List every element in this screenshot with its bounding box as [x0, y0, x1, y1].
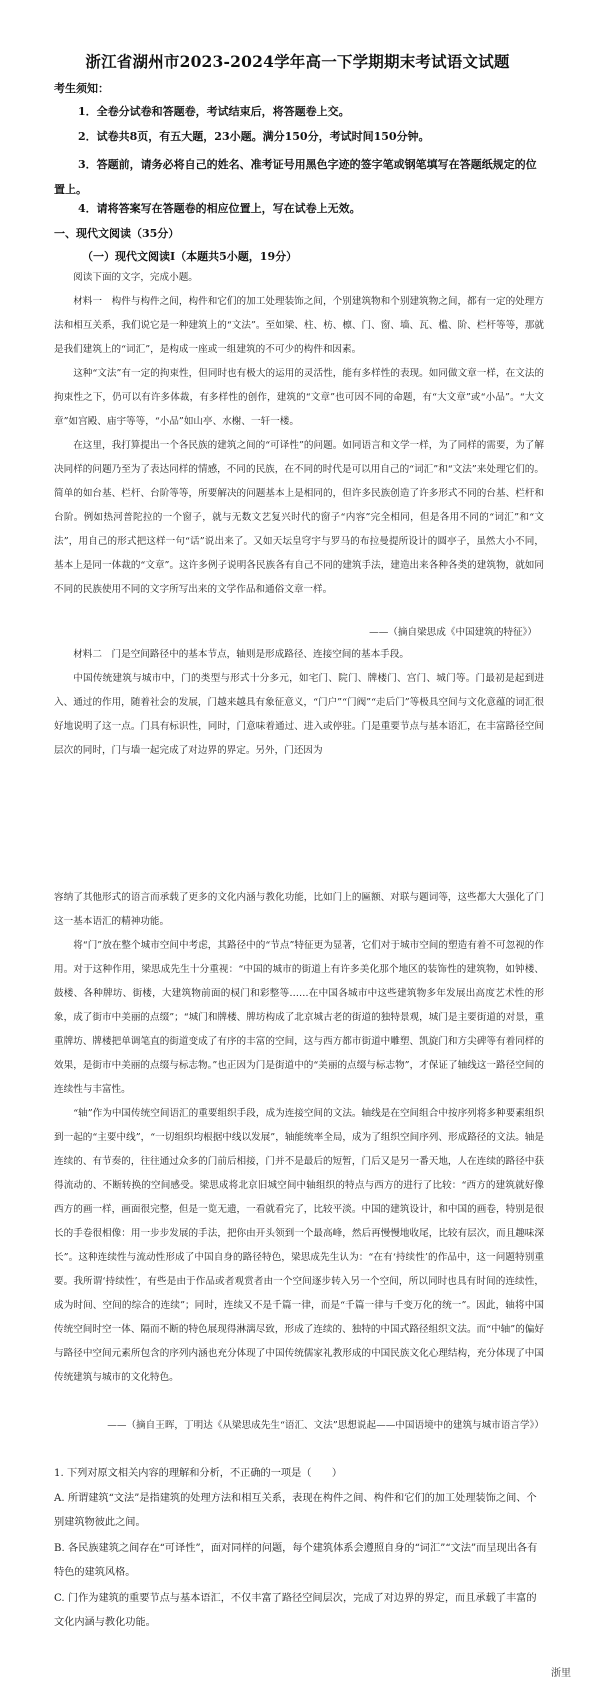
material2-paragraph: 中国传统建筑与城市中，门的类型与形式十分多元，如宅门、院门、牌楼门、宫门、城门等。门最初是起到进入、通过的作用，随着社会的发展，门越来越具有象征意义，“门户”“门阀”“走后门”等极具空间与文化意蕴的词汇很好地说明了这一点。门具有标识性，同时，门意味着通过、进入或停驻。门是重要节点与基本语汇，在丰富路径空间层次的同时，门与墙一起完成了对边界的界定。另外，门还因为 [54, 673, 544, 756]
notice-item: 1．全卷分试卷和答题卷，考试结束后，将答题卷上交。 [78, 105, 350, 118]
material1-paragraph: 材料一 构件与构件之间，构件和它们的加工处理装饰之间，个别建筑物和个别建筑物之间，都有一定的处理方法和相互关系，我们说它是一种建筑上的“文法”。至如梁、柱、枋、檩、门、窗、墙、瓦、槛、阶、栏杆等等，那就是我们建筑上的“词汇”，是构成一座或一组建筑的不可少的构件和因素。 [54, 296, 544, 355]
material2-paragraph: 材料二 门是空间路径中的基本节点，轴则是形成路径、连接空间的基本手段。 [73, 649, 409, 660]
material1-paragraph: 这种“文法”有一定的拘束性，但同时也有极大的运用的灵活性，能有多样性的表现。如同做文章一样，在文法的拘束性之下，仍可以有许多体裁，有多样性的创作，建筑的“文章”也可因不同的命题，有“大文章”或“小品”。“大文章”如宫殿、庙宇等等，“小品”如山亭、水榭、一轩一楼。 [54, 368, 544, 427]
notice-item: 4．请将答案写在答题卷的相应位置上，写在试卷上无效。 [78, 202, 361, 215]
material2-paragraph: 容纳了其他形式的语言而承载了更多的文化内涵与教化功能，比如门上的匾额、对联与题词等，这些都大大强化了门这一基本语汇的精神功能。 [54, 892, 544, 927]
notice-heading: 考生须知： [54, 82, 109, 95]
section-heading: 一、现代文阅读（35分） [54, 227, 180, 240]
question-option-b: B. 各民族建筑之间存在“可译性”，面对同样的问题，每个建筑体系会遵照自身的“词汇”“文法”而呈现出各有特色的建筑风格。 [54, 1543, 538, 1578]
source-citation: ——（摘自王晖，丁明达《从梁思成先生“语汇、文法”思想说起——中国语境中的建筑与城市语言学》） [107, 1420, 544, 1431]
page-footer: 浙里 [551, 1668, 571, 1679]
question-option-a: A. 所谓建筑“文法”是指建筑的处理方法和相互关系，表现在构件之间、构件和它们的加工处理装饰之间、个别建筑物彼此之间。 [54, 1493, 537, 1528]
material2-paragraph: 将“门”放在整个城市空间中考虑，其路径中的“节点”特征更为显著，它们对于城市空间的塑造有着不可忽视的作用。对于这种作用，梁思成先生十分重视：“中国的城市的街道上有许多美化那个地区的装饰性的建筑物，如钟楼、鼓楼、各种牌坊、街楼，大建筑物前面的棂门和彩整等……在中国各城市中这些建筑物多年发展出高度艺术性的形象，成了街市中美丽的点缀”；“城门和牌楼、牌坊构成了北京城古老的街道的独特景观，城门是主要街道的对景，重重牌坊、牌楼把单调笔直的街道变成了有序的丰富的空间，这与西方都市街道中雕塑、凯旋门和方尖碑等有着同样的效果，是街市中美丽的点缀与标志物。”也正因为门是街道中的“美丽的点缀与标志物”，才保证了轴线这一路径空间的连续性与丰富性。 [54, 940, 544, 1095]
material1-paragraph: 在这里，我打算提出一个各民族的建筑之间的“可译性”的问题。如同语言和文学一样，为了同样的需要，为了解决同样的问题乃至为了表达同样的情感，不同的民族，在不同的时代是可以用自己的“词汇”和“文法”来处理它们的。简单的如台基、栏杆、台阶等等，所要解决的问题基本上是相同的，但许多民族创造了许多形式不同的台基、栏杆和台阶。例如热河普陀拉的一个窗子，就与无数文艺复兴时代的窗子“内容”完全相同，但是各用不同的“词汇”和“文法”，用自己的形式把这样一句“话”说出来了。又如天坛皇穹宇与罗马的布拉曼提所设计的圆亭子，虽然大小不同，基本上是同一体裁的“文章”。这许多例子说明各民族各有自己不同的建筑手法，建造出来各种各类的建筑物，就如同不同的民族使用不同的文字所写出来的文学作品和通俗文章一样。 [54, 440, 544, 595]
page-title: 浙江省湖州市2023-2024学年高一下学期期末考试语文试题 [85, 52, 510, 71]
material2-paragraph: “轴”作为中国传统空间语汇的重要组织手段，成为连接空间的文法。轴线是在空间组合中按序列将多种要素组织到一起的“主要中线”，“一切组织均根据中线以发展”，轴能统率全局，成为了组织空间序列、形成路径的文法。轴是连续的、有节奏的，往往通过众多的门前后相接，门并不是最后的短暂，门后又是另一番天地，人在连续的路径中获得流动的、不断转换的空间感受。梁思成将北京旧城空间中轴组织的特点与西方的进行了比较：“西方的建筑就好像西方的画一样，画面很完整，但是一览无遗，一看就看完了，比较平淡。中国的建筑设计，和中国的画卷，特别是很长的手卷很相像：用一步步发展的手法，把你由开头领到一个最高峰，然后再慢慢地收尾，比较有层次，而且趣味深长”。这种连续性与流动性形成了中国自身的路径特色，梁思成先生认为：“在有‘持续性’的作品中，这一问题特别重要。我所谓‘持续性’，有些是由于作品或者观赏者由一个空间逐步转入另一个空间，所以同时也具有时间的连续性，成为时间、空间的综合的连续”；同时，连续又不是千篇一律，而是“千篇一律与千变万化的统一”。因此，轴将中国传统空间时空一体、隔而不断的特色展现得淋漓尽致，形成了连续的、独特的中国式路径组织文法。而“中轴”的偏好与路径中空间元素所包含的序列内涵也充分体现了中国传统儒家礼教形成的中国民族文化心理结构，充分体现了中国传统建筑与城市的文化特色。 [54, 1108, 544, 1383]
notice-item: 2．试卷共8页，有五大题，23小题。满分150分，考试时间150分钟。 [78, 130, 430, 143]
question-stem: 1. 下列对原文相关内容的理解和分析，不正确的一项是（ ） [54, 1468, 343, 1479]
subsection-heading: （一）现代文阅读Ⅰ（本题共5小题，19分） [82, 250, 298, 263]
instruction: 阅读下面的文字，完成小题。 [73, 272, 198, 283]
question-option-c: C. 门作为建筑的重要节点与基本语汇，不仅丰富了路径空间层次，完成了对边界的界定，而且承载了丰富的文化内涵与教化功能。 [54, 1593, 537, 1628]
source-citation: ——（摘自梁思成《中国建筑的特征》） [369, 627, 537, 638]
notice-item: 3．答题前，请务必将自己的姓名、准考证号用黑色字迹的签字笔或钢笔填写在答题纸规定的位置上。 [54, 158, 537, 196]
